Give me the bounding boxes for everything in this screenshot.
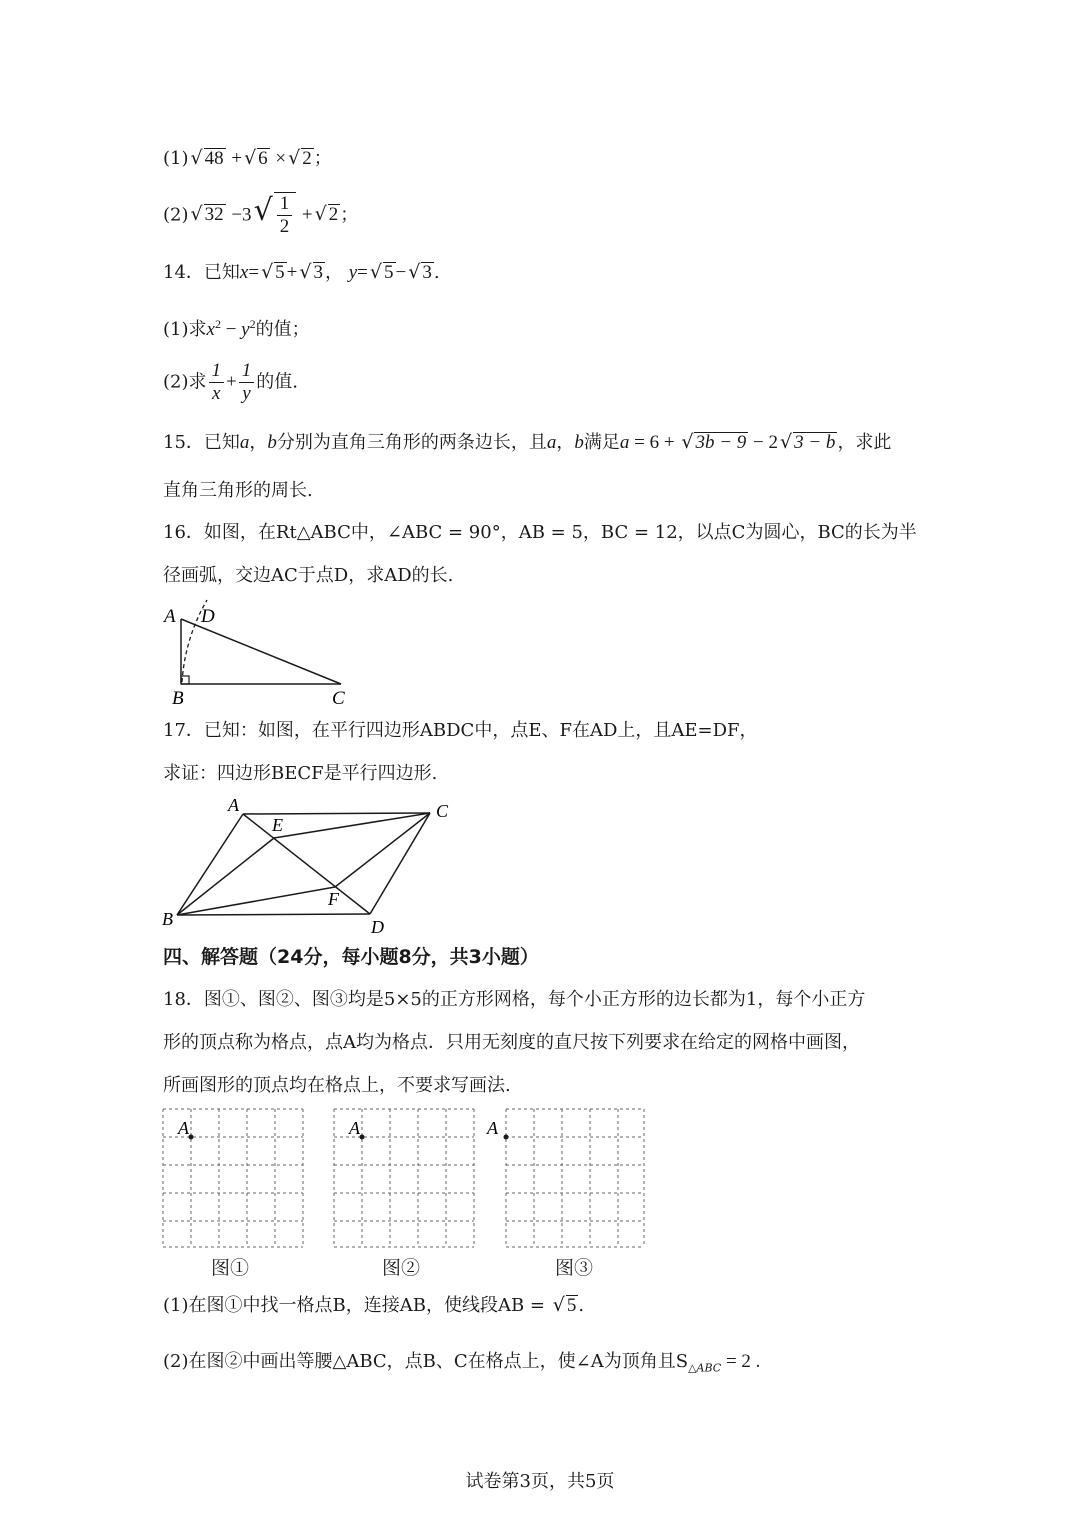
- side-bd: [177, 914, 370, 915]
- label-a: A: [349, 1118, 360, 1138]
- q15-line1: 15．已知a，b分别为直角三角形的两条边长，且a，b满足a = 6 + √ 3b − 9 − 2 √ 3 − b ，求此: [163, 431, 892, 453]
- q18-part1: (1)在图①中找一格点B，连接AB，使线段AB = √ 5 .: [163, 1294, 585, 1316]
- label-a: A: [228, 795, 239, 815]
- q18-line2: 形的顶点称为格点，点A均为格点．只用无刻度的直尺按下列要求在给定的网格中画图，: [163, 1032, 860, 1053]
- grid-point-a: [189, 1135, 194, 1140]
- grid-2: [331, 1106, 479, 1252]
- q13-part1: (1) √ 48 + √ 6 × √ 2 ；: [163, 147, 332, 169]
- label-c: C: [436, 801, 449, 821]
- label-a: A: [178, 1118, 189, 1138]
- grid-3: [485, 1106, 651, 1252]
- label-d: D: [371, 917, 384, 937]
- q14-part2: (2)求 $\frac{1}{x}$ + $\frac{1}{y}$ 的值.: [163, 360, 298, 404]
- side-ac: [243, 813, 430, 814]
- page-footer: 试卷第3页，共5页: [465, 1471, 615, 1492]
- grid-point-a: [504, 1135, 509, 1140]
- segment-bf: [177, 887, 335, 915]
- caption-fig3: 图③: [555, 1257, 594, 1279]
- segment-ac: [181, 619, 341, 684]
- q14-part1: (1)求$x^2 - y^2$的值；: [163, 317, 310, 340]
- segment-ec: [274, 813, 430, 838]
- q16-line1: 16．如图，在Rt△ABC中，∠ABC = 90°，AB = 5，BC = 12，以点C为圆心，BC的长为半: [163, 522, 917, 543]
- label-a: A: [487, 1118, 498, 1138]
- label-b: B: [172, 688, 184, 708]
- caption-fig1: 图①: [211, 1257, 250, 1279]
- label-e: E: [272, 815, 283, 835]
- label-a: A: [164, 606, 176, 627]
- side-ab: [177, 814, 243, 915]
- q18-part2: (2)在图②中画出等腰△ABC，点B、C在格点上，使∠A为顶角且$S_{\triangle ABC} = 2$ .: [163, 1351, 761, 1375]
- q13-part2: (2) √ 32 −3√ $\frac{1}{2}$ + √ 2 ；: [163, 193, 359, 237]
- q14-stem: 14．已知x= √ 5 + √ 3 ， y= √ 5 − √ 3 .: [163, 261, 440, 283]
- q16-line2: 径画弧，交边AC于点D，求AD的长.: [163, 565, 454, 586]
- q18-line3: 所画图形的顶点均在格点上，不要求写画法.: [163, 1075, 511, 1096]
- grid-1: [160, 1106, 308, 1252]
- label-d: D: [201, 606, 215, 627]
- label-f: F: [328, 889, 339, 909]
- segment-be: [177, 838, 274, 915]
- label-b: B: [162, 909, 173, 929]
- q15-line2: 直角三角形的周长.: [163, 480, 313, 501]
- sqrt-sign: √: [190, 147, 203, 169]
- q17-figure: [160, 795, 460, 940]
- grid-point-a: [360, 1135, 365, 1140]
- section-heading: 四、解答题（24分，每小题8分，共3小题）: [163, 946, 539, 968]
- side-cd: [370, 813, 430, 914]
- segment-fc: [335, 813, 430, 887]
- q18-line1: 18．图①、图②、图③均是5×5的正方形网格，每个小正方形的边长都为1，每个小正方: [163, 989, 866, 1010]
- q17-line2: 求证：四边形BECF是平行四边形.: [163, 763, 438, 784]
- q17-line1: 17．已知：如图，在平行四边形ABDC中，点E、F在AD上，且AE=DF，: [163, 720, 758, 741]
- caption-fig2: 图②: [382, 1257, 421, 1279]
- diagonal-ad: [243, 814, 370, 914]
- label-c: C: [332, 688, 345, 708]
- q16-figure: [160, 598, 360, 708]
